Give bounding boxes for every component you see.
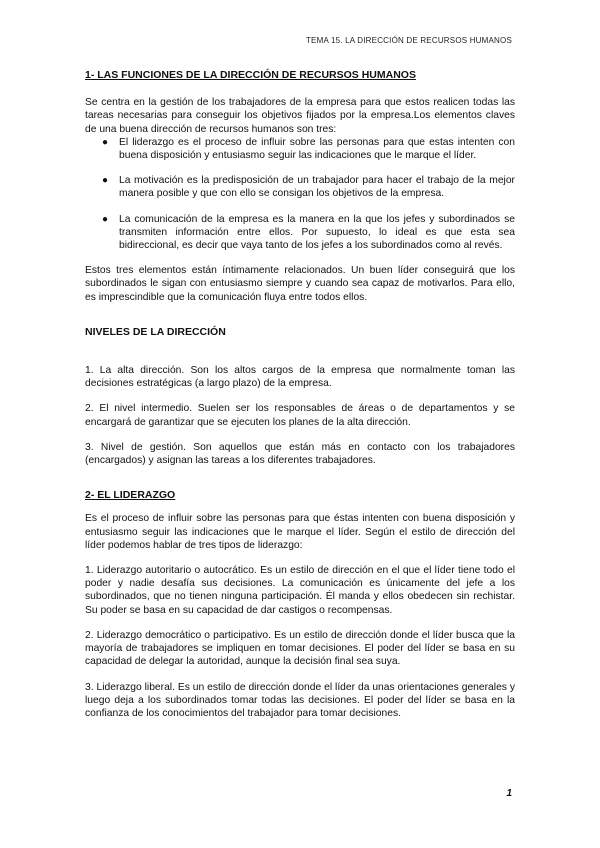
page-content <box>85 69 515 720</box>
bullet-item <box>85 174 515 200</box>
nivel-item: 3. Nivel de gestión. Son aquellos que están más en contacto con los trabajadores (encargados) y asignan las tareas a los diferentes trabajadores. <box>85 441 515 467</box>
liderazgo-item: 3. Liderazgo liberal. Es un estilo de dirección donde el líder da unas orientaciones generales y luego deja a los subordinados tomar todas las decisiones. El poder del líder se basa en la confianza de los conocimientos del trabajador para tomar decisiones. <box>85 681 515 719</box>
section-heading-funciones: 1- LAS FUNCIONES DE LA DIRECCIÓN DE RECURSOS HUMANOS <box>85 69 416 81</box>
bullet-icon: ● <box>102 136 109 148</box>
nivel-item: 2. El nivel intermedio. Suelen ser los responsables de áreas o de departamentos y se encargará de garantizar que se ejecuten los planes de la alta dirección. <box>85 403 515 428</box>
bullet-text: La comunicación de la empresa es la manera en la que los jefes y subordinados se transmiten información entre ellos. Por supuesto, lo ideal es que esta sea bidireccional, es decir que vaya tanto de los jefes a los subordinados como al revés. <box>119 213 515 252</box>
running-header: TEMA 15. LA DIRECCIÓN DE RECURSOS HUMANOS <box>305 36 512 45</box>
paragraph-liderazgo-intro: Es el proceso de influir sobre las personas para que éstas intenten con buena disposición y entusiasmo seguir las indicaciones que le marque el líder. Según el estilo de dirección del líder podemos hablar de tres tipos de liderazgo: <box>85 513 515 551</box>
paragraph-intro: Se centra en la gestión de los trabajadores de la empresa para que estos realicen todas las tareas necesarias para conseguir los objetivos fijados por la empresa.Los elementos claves de una buena dirección de recursos humanos son tres: <box>85 97 515 135</box>
bullet-icon: ● <box>102 175 109 187</box>
bullet-text: El liderazgo es el proceso de influir sobre las personas para que estas intenten con buena disposición y entusiasmo seguir las indicaciones que le marque el líder. <box>119 136 515 162</box>
bullet-icon: ● <box>102 213 109 225</box>
bullet-item <box>85 136 515 162</box>
bullet-list <box>85 136 515 252</box>
paragraph-closing: Estos tres elementos están íntimamente relacionados. Un buen líder conseguirá que los subordinados le sigan con entusiasmo siempre y cuando sea capaz de motivarlos. Para ello, es imprescindible que la comunicación fluya entre todos ellos. <box>85 265 515 303</box>
bullet-item <box>85 213 515 253</box>
bullet-text: La motivación es la predisposición de un trabajador para hacer el trabajo de la mejor manera posible y que con ello se consigan los objetivos de la empresa. <box>119 175 515 200</box>
section-heading-liderazgo: 2- EL LIDERAZGO <box>85 489 176 502</box>
liderazgo-item: 2. Liderazgo democrático o participativo. Es un estilo de dirección donde el líder busca que la mayoría de trabajadores se impliquen en tomar decisiones. El poder del líder se basa en su capacidad de delegar la autoridad, aunque la decisión final sea suya. <box>85 629 515 668</box>
section-heading-niveles: NIVELES DE LA DIRECCIÓN <box>85 325 226 338</box>
liderazgo-item: 1. Liderazgo autoritario o autocrático. Es un estilo de dirección en el que el líder tiene todo el poder y nadie desafía sus decisiones. La comunicación es únicamente del jefe a los subordinados, que no tienen ninguna participación. Él manda y ellos obedecen sin rechistar. Su poder se basa en su capacidad de dar castigos o recompensas. <box>85 565 515 616</box>
nivel-item: 1. La alta dirección. Son los altos cargos de la empresa que normalmente toman las decisiones estratégicas (a largo plazo) de la empresa. <box>85 365 515 390</box>
page-number: 1 <box>506 788 512 799</box>
